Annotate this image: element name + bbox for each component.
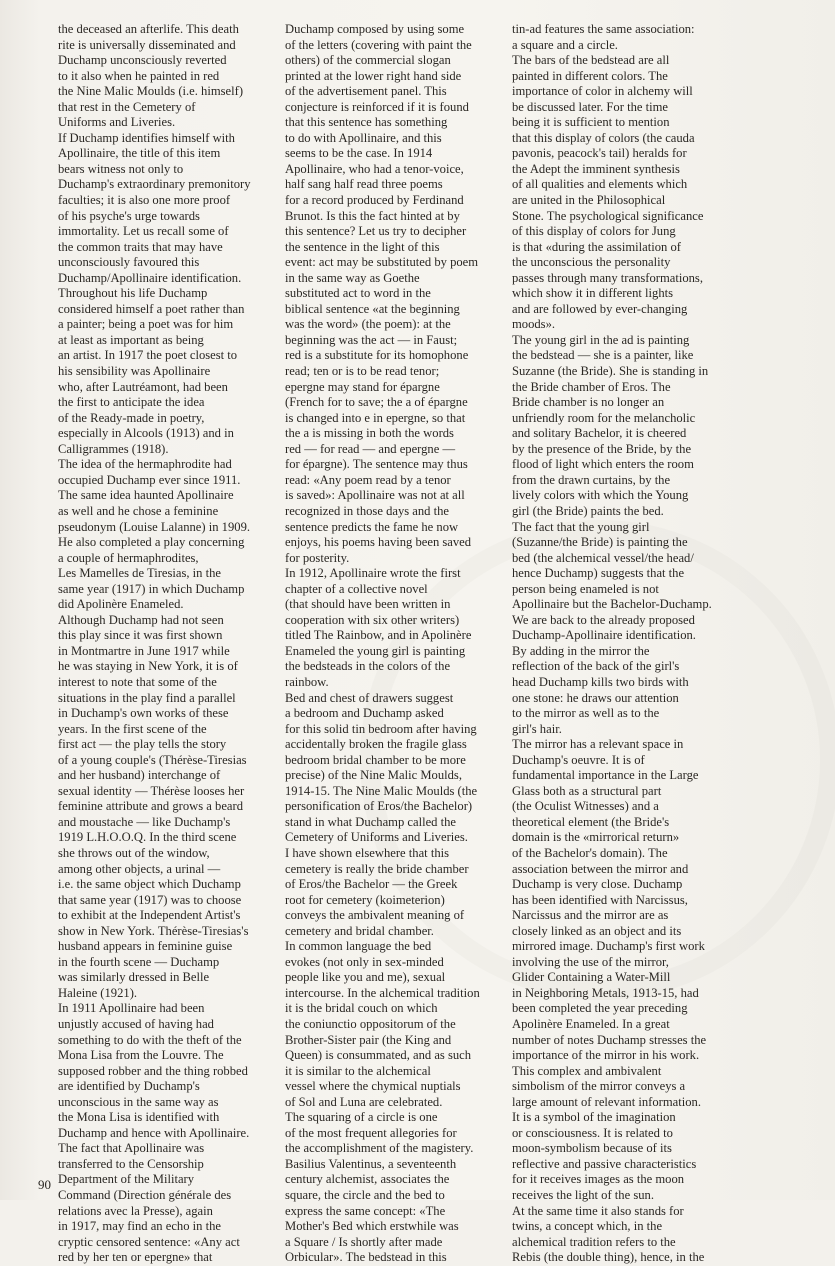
text-line: girl (the Bride) paints the bed. bbox=[512, 503, 664, 518]
text-line: rainbow. bbox=[285, 674, 329, 689]
text-line: that rest in the Cemetery of bbox=[58, 99, 196, 114]
text-line: are identified by Duchamp's bbox=[58, 1079, 200, 1094]
text-line: the common traits that may have bbox=[58, 239, 223, 254]
text-line: pseudonym (Louise Lalanne) in 1909. bbox=[58, 519, 251, 534]
text-line: precise) of the Nine Malic Moulds, bbox=[285, 768, 462, 783]
text-line: the Adept the imminent synthesis bbox=[512, 161, 680, 176]
text-line: a painter; being a poet was for him bbox=[58, 317, 234, 332]
text-line: girl's hair. bbox=[512, 721, 562, 736]
text-line: Although Duchamp had not seen bbox=[58, 612, 224, 627]
text-line: seems to be the case. In 1914 bbox=[285, 146, 433, 161]
text-line: intercourse. In the alchemical tradition bbox=[285, 985, 480, 1000]
text-line: is saved»: Apollinaire was not at all bbox=[285, 488, 465, 503]
text-line: from the drawn curtains, by the bbox=[512, 472, 671, 487]
text-line: Apolinère Enameled. In a great bbox=[512, 1017, 670, 1031]
text-line: an artist. In 1917 the poet closest to bbox=[58, 348, 238, 363]
text-line: is that «during the assimilation of bbox=[512, 239, 681, 254]
text-line: Uniforms and Liveries. bbox=[58, 115, 176, 130]
text-line: If Duchamp identifies himself with bbox=[58, 130, 235, 145]
text-line: Duchamp/Apollinaire identification. bbox=[58, 270, 242, 285]
text-line: Duchamp unconsciously reverted bbox=[58, 53, 227, 68]
text-line: of all qualities and elements which bbox=[512, 177, 688, 192]
text-line: was the word» (the poem): at the bbox=[285, 317, 451, 332]
text-line: cryptic censored sentence: «Any act bbox=[58, 1234, 240, 1249]
text-line: stand in what Duchamp called the bbox=[285, 814, 457, 829]
text-line: importance of color in alchemy will bbox=[512, 84, 693, 99]
text-line: unjustly accused of having had bbox=[58, 1017, 214, 1031]
text-line: 1914-15. The Nine Malic Moulds (the bbox=[285, 783, 478, 798]
text-line: occupied Duchamp ever since 1911. bbox=[58, 472, 241, 487]
text-line: to exhibit at the Independent Artist's bbox=[58, 908, 241, 923]
text-line: The squaring of a circle is one bbox=[285, 1110, 438, 1125]
text-line: personification of Eros/the Bachelor) bbox=[285, 799, 473, 814]
text-line: the coniunctio oppositorum of the bbox=[285, 1017, 456, 1031]
text-line: Calligrammes (1918). bbox=[58, 441, 169, 456]
text-line: Enameled the young girl is painting bbox=[285, 643, 466, 658]
text-line: unconsciously favoured this bbox=[58, 255, 200, 270]
text-line: to the mirror as well as to the bbox=[512, 706, 660, 721]
text-line: of the most frequent allegories for bbox=[285, 1125, 457, 1140]
text-line: rite is universally disseminated and bbox=[58, 37, 236, 52]
text-line: the bedstead — she is a painter, like bbox=[512, 348, 694, 363]
text-line: association between the mirror and bbox=[512, 861, 689, 876]
text-column-3 bbox=[512, 22, 740, 1266]
text-line: head Duchamp kills two birds with bbox=[512, 674, 689, 689]
text-line: cemetery and bridal chamber. bbox=[285, 923, 434, 938]
text-line: This complex and ambivalent bbox=[512, 1063, 662, 1078]
text-line: red — for read — and epergne — bbox=[285, 441, 456, 456]
text-line: epergne may stand for épargne bbox=[285, 379, 440, 394]
text-line: Rebis (the double thing), hence, in the bbox=[512, 1250, 705, 1265]
text-line: husband appears in feminine guise bbox=[58, 939, 233, 954]
text-line: especially in Alcools (1913) and in bbox=[58, 426, 234, 441]
text-line: Apollinaire, the title of this item bbox=[58, 146, 221, 161]
text-line: for this solid tin bedroom after having bbox=[285, 721, 477, 736]
text-line: i.e. the same object which Duchamp bbox=[58, 877, 241, 892]
text-line: unconscious in the same way as bbox=[58, 1094, 219, 1109]
text-line: who, after Lautréamont, had been bbox=[58, 379, 228, 394]
text-line: By adding in the mirror the bbox=[512, 643, 650, 658]
text-line: reflection of the back of the girl's bbox=[512, 659, 680, 674]
text-line: Duchamp's extraordinary premonitory bbox=[58, 177, 251, 192]
text-line: half sang half read three poems bbox=[285, 177, 443, 192]
text-line: Apollinaire but the Bachelor-Duchamp. bbox=[512, 597, 712, 612]
text-line: cemetery is really the bride chamber bbox=[285, 861, 469, 876]
text-line: lively colors with which the Young bbox=[512, 488, 689, 503]
text-line: importance of the mirror in his work. bbox=[512, 1048, 700, 1063]
text-line: 1919 L.H.O.O.Q. In the third scene bbox=[58, 830, 237, 845]
text-line: Stone. The psychological significance bbox=[512, 208, 704, 223]
text-line: that same year (1917) was to choose bbox=[58, 892, 242, 907]
text-line: Mona Lisa from the Louvre. The bbox=[58, 1048, 224, 1063]
text-line: and her husband) interchange of bbox=[58, 768, 221, 783]
text-line: event: act may be substituted by poem bbox=[285, 255, 479, 270]
text-line: or consciousness. It is related to bbox=[512, 1125, 673, 1140]
text-line: the Bride chamber of Eros. The bbox=[512, 379, 671, 394]
text-line: recognized in those days and the bbox=[285, 503, 450, 518]
text-line: Duchamp is very close. Duchamp bbox=[512, 877, 683, 892]
text-line: at least as important as being bbox=[58, 332, 204, 347]
text-line: that this display of colors (the cauda bbox=[512, 130, 695, 145]
text-line: closely linked as an object and its bbox=[512, 923, 682, 938]
text-line: Queen) is consummated, and as such bbox=[285, 1048, 472, 1063]
text-line: person being enameled is not bbox=[512, 581, 659, 596]
text-line: Brunot. Is this the fact hinted at by bbox=[285, 208, 460, 223]
text-line: fundamental importance in the Large bbox=[512, 768, 699, 783]
text-line: it is the bridal couch on which bbox=[285, 1001, 438, 1016]
text-line: Duchamp's oeuvre. It is of bbox=[512, 752, 645, 767]
text-line: titled The Rainbow, and in Apolinère bbox=[285, 628, 472, 643]
text-line: theoretical element (the Bride's bbox=[512, 814, 670, 829]
text-line: Bed and chest of drawers suggest bbox=[285, 690, 454, 705]
text-line: by the presence of the Bride, by the bbox=[512, 441, 692, 456]
text-line: people like you and me), sexual bbox=[285, 970, 446, 985]
text-line: a square and a circle. bbox=[512, 37, 618, 52]
text-line: Les Mamelles de Tiresias, in the bbox=[58, 566, 221, 581]
text-line: vessel where the chymical nuptials bbox=[285, 1079, 461, 1094]
text-line: domain is the «mirrorical return» bbox=[512, 830, 680, 845]
text-line: a Square / Is shortly after made bbox=[285, 1234, 443, 1249]
text-line: being it is sufficient to mention bbox=[512, 115, 670, 130]
text-line: In 1911 Apollinaire had been bbox=[58, 1001, 205, 1016]
text-line: the accomplishment of the magistery. bbox=[285, 1141, 474, 1156]
text-line: this sentence? Let us try to decipher bbox=[285, 224, 467, 239]
text-line: square, the circle and the bed to bbox=[285, 1188, 445, 1203]
text-line: (that should have been written in bbox=[285, 597, 451, 612]
text-line: in Neighboring Metals, 1913-15, had bbox=[512, 985, 699, 1000]
text-line: (Suzanne/the Bride) is painting the bbox=[512, 535, 688, 550]
text-line: printed at the lower right hand side bbox=[285, 68, 462, 83]
text-line: hence Duchamp) suggests that the bbox=[512, 566, 685, 581]
text-line: The bars of the bedstead are all bbox=[512, 53, 670, 68]
text-line: the sentence in the light of this bbox=[285, 239, 440, 254]
text-line: of a young couple's (Thérèse-Tiresias bbox=[58, 752, 247, 767]
text-line: in the fourth scene — Duchamp bbox=[58, 954, 220, 969]
text-line: bed (the alchemical vessel/the head/ bbox=[512, 550, 694, 565]
text-line: years. In the first scene of the bbox=[58, 721, 207, 736]
text-line: considered himself a poet rather than bbox=[58, 301, 245, 316]
text-line: the first to anticipate the idea bbox=[58, 395, 205, 410]
text-line: cooperation with six other writers) bbox=[285, 612, 460, 627]
text-line: Command (Direction générale des bbox=[58, 1188, 232, 1203]
text-line: situations in the play find a parallel bbox=[58, 690, 236, 705]
text-line: It is a symbol of the imagination bbox=[512, 1110, 676, 1125]
text-line: beginning was the act — in Faust; bbox=[285, 332, 458, 347]
text-line: sexual identity — Thérèse looses her bbox=[58, 783, 245, 798]
text-line: reflective and passive characteristics bbox=[512, 1156, 697, 1171]
text-line: did Apolinère Enameled. bbox=[58, 597, 184, 612]
text-line: for a record produced by Ferdinand bbox=[285, 193, 464, 208]
text-line: immortality. Let us recall some of bbox=[58, 224, 229, 239]
text-line: alchemical tradition refers to the bbox=[512, 1234, 676, 1249]
text-line: At the same time it also stands for bbox=[512, 1203, 684, 1218]
text-line: of the advertisement panel. This bbox=[285, 84, 447, 99]
text-line: for épargne). The sentence may thus bbox=[285, 457, 468, 472]
text-line: same year (1917) in which Duchamp bbox=[58, 581, 245, 596]
text-line: that this sentence has something bbox=[285, 115, 448, 130]
text-line: Glider Containing a Water-Mill bbox=[512, 970, 671, 985]
text-line: number of notes Duchamp stresses the bbox=[512, 1032, 707, 1047]
text-line: as well and he chose a feminine bbox=[58, 503, 219, 518]
text-line: the deceased an afterlife. This death bbox=[58, 22, 239, 36]
text-line: show in New York. Thérèse-Tiresias's bbox=[58, 923, 249, 938]
text-line: We are back to the already proposed bbox=[512, 612, 695, 627]
text-line: it is similar to the alchemical bbox=[285, 1063, 431, 1078]
text-line: mirrored image. Duchamp's first work bbox=[512, 939, 705, 954]
text-line: In 1912, Apollinaire wrote the first bbox=[285, 566, 461, 581]
page-number: 90 bbox=[38, 1177, 51, 1192]
text-line: Duchamp-Apollinaire identification. bbox=[512, 628, 696, 643]
text-line: The idea of the hermaphrodite had bbox=[58, 457, 232, 472]
text-line: Department of the Military bbox=[58, 1172, 195, 1187]
text-line: involving the use of the mirror, bbox=[512, 954, 669, 969]
text-line: accidentally broken the fragile glass bbox=[285, 737, 467, 752]
text-line: moods». bbox=[512, 317, 556, 332]
text-line: Basilius Valentinus, a seventeenth bbox=[285, 1156, 457, 1171]
text-line: been completed the year preceding bbox=[512, 1001, 688, 1016]
text-line: Mother's Bed which erstwhile was bbox=[285, 1219, 459, 1234]
text-line: Narcissus and the mirror are as bbox=[512, 908, 669, 923]
text-line: Cemetery of Uniforms and Liveries. bbox=[285, 830, 468, 845]
text-line: supposed robber and the thing robbed bbox=[58, 1063, 248, 1078]
text-line: the a is missing in both the words bbox=[285, 426, 454, 441]
text-line: transferred to the Censorship bbox=[58, 1156, 204, 1171]
text-line: to it also when he painted in red bbox=[58, 68, 220, 83]
text-line: which show it in different lights bbox=[512, 286, 674, 301]
text-line: Apollinaire, who had a tenor-voice, bbox=[285, 161, 464, 176]
text-line: Haleine (1921). bbox=[58, 985, 138, 1000]
text-line: biblical sentence «at the beginning bbox=[285, 301, 460, 316]
text-line: unfriendly room for the melancholic bbox=[512, 410, 696, 425]
text-column-2 bbox=[285, 22, 513, 1266]
text-line: relations avec la Presse), again bbox=[58, 1203, 213, 1218]
text-line: he was staying in New York, it is of bbox=[58, 659, 238, 674]
text-line: is changed into e in epergne, so that bbox=[285, 410, 466, 425]
text-line: bears witness not only to bbox=[58, 161, 184, 176]
text-line: red by her ten or epergne» that bbox=[58, 1250, 213, 1265]
text-line: she throws out of the window, bbox=[58, 845, 210, 860]
text-line: in the same way as Goethe bbox=[285, 270, 420, 285]
text-line: for it receives images as the moon bbox=[512, 1172, 685, 1187]
text-line: large amount of relevant information. bbox=[512, 1094, 701, 1109]
text-line: The same idea haunted Apollinaire bbox=[58, 488, 234, 503]
text-line: conjecture is reinforced if it is found bbox=[285, 99, 469, 114]
text-line: Suzanne (the Bride). She is standing in bbox=[512, 364, 709, 379]
text-line: in Duchamp's own works of these bbox=[58, 706, 229, 721]
text-line: In common language the bed bbox=[285, 939, 432, 954]
text-line: Glass both as a structural part bbox=[512, 783, 662, 798]
text-line: for posterity. bbox=[285, 550, 350, 565]
text-line: a bedroom and Duchamp asked bbox=[285, 706, 444, 721]
text-line: The fact that Apollinaire was bbox=[58, 1141, 205, 1156]
text-line: has been identified with Narcissus, bbox=[512, 892, 688, 907]
text-line: and are followed by ever-changing bbox=[512, 301, 688, 316]
text-line: the bedsteads in the colors of the bbox=[285, 659, 451, 674]
text-line: chapter of a collective novel bbox=[285, 581, 428, 596]
text-line: conveys the ambivalent meaning of bbox=[285, 908, 465, 923]
text-line: Orbicular». The bedstead in this bbox=[285, 1250, 447, 1265]
text-line: century alchemist, associates the bbox=[285, 1172, 450, 1187]
text-column-1 bbox=[58, 22, 286, 1266]
text-line: are united in the Philosophical bbox=[512, 193, 666, 208]
text-line: bedroom bridal chamber to be more bbox=[285, 752, 466, 767]
text-line: read; ten or is to be read tenor; bbox=[285, 364, 440, 379]
text-line: express the same concept: «The bbox=[285, 1203, 446, 1218]
text-line: something to do with the theft of the bbox=[58, 1032, 242, 1047]
text-line: (the Oculist Witnesses) and a bbox=[512, 799, 659, 814]
text-line: read: «Any poem read by a tenor bbox=[285, 472, 451, 487]
text-line: of Eros/the Bachelor — the Greek bbox=[285, 877, 458, 892]
text-line: simbolism of the mirror conveys a bbox=[512, 1079, 686, 1094]
text-line: receives the light of the sun. bbox=[512, 1188, 654, 1203]
text-line: tin-ad features the same association: bbox=[512, 22, 695, 36]
text-line: evokes (not only in sex-minded bbox=[285, 954, 444, 969]
text-line: Duchamp composed by using some bbox=[285, 22, 465, 36]
text-line: and solitary Bachelor, it is cheered bbox=[512, 426, 687, 441]
text-line: enjoys, his poems having been saved bbox=[285, 535, 472, 550]
text-line: of the Ready-made in poetry, bbox=[58, 410, 205, 425]
text-line: flood of light which enters the room bbox=[512, 457, 694, 472]
text-line: sentence predicts the fame he now bbox=[285, 519, 459, 534]
text-line: one stone: he draws our attention bbox=[512, 690, 679, 705]
text-line: painted in different colors. The bbox=[512, 68, 668, 83]
text-line: pavonis, peacock's tail) heralds for bbox=[512, 146, 687, 161]
text-line: Brother-Sister pair (the King and bbox=[285, 1032, 452, 1047]
text-line: moon-symbolism because of its bbox=[512, 1141, 672, 1156]
text-line: the Mona Lisa is identified with bbox=[58, 1110, 220, 1125]
text-line: of his psyche's urge towards bbox=[58, 208, 200, 223]
text-line: be discussed later. For the time bbox=[512, 99, 668, 114]
text-line: substituted act to word in the bbox=[285, 286, 431, 301]
text-line: faculties; it is also one more proof bbox=[58, 193, 231, 208]
text-line: to do with Apollinaire, and this bbox=[285, 130, 442, 145]
text-line: The mirror has a relevant space in bbox=[512, 737, 684, 752]
text-line: Bride chamber is no longer an bbox=[512, 395, 665, 410]
text-line: The fact that the young girl bbox=[512, 519, 650, 534]
text-line: passes through many transformations, bbox=[512, 270, 703, 285]
text-line: was similarly dressed in Belle bbox=[58, 970, 210, 985]
text-line: in Montmartre in June 1917 while bbox=[58, 643, 230, 658]
text-line: this play since it was first shown bbox=[58, 628, 223, 643]
text-line: of Sol and Luna are celebrated. bbox=[285, 1094, 443, 1109]
text-line: of the letters (covering with paint the bbox=[285, 37, 472, 52]
text-line: twins, a concept which, in the bbox=[512, 1219, 663, 1234]
text-line: He also completed a play concerning bbox=[58, 535, 245, 550]
text-line: in 1917, may find an echo in the bbox=[58, 1219, 221, 1234]
text-line: of the Bachelor's domain). The bbox=[512, 845, 668, 860]
text-line: root for cemetery (koimeterion) bbox=[285, 892, 445, 907]
text-line: interest to note that some of the bbox=[58, 674, 217, 689]
text-line: and moustache — like Duchamp's bbox=[58, 814, 231, 829]
text-line: the unconscious the personality bbox=[512, 255, 671, 270]
text-line: first act — the play tells the story bbox=[58, 737, 227, 752]
text-line: the Nine Malic Moulds (i.e. himself) bbox=[58, 84, 244, 99]
text-line: among other objects, a urinal — bbox=[58, 861, 221, 876]
text-line: feminine attribute and grows a beard bbox=[58, 799, 243, 814]
text-line: (French for to save; the a of épargne bbox=[285, 395, 468, 410]
text-line: a couple of hermaphrodites, bbox=[58, 550, 199, 565]
text-line: The young girl in the ad is painting bbox=[512, 332, 690, 347]
text-line: his sensibility was Apollinaire bbox=[58, 364, 211, 379]
text-line: red is a substitute for its homophone bbox=[285, 348, 469, 363]
text-line: Duchamp and hence with Apollinaire. bbox=[58, 1125, 250, 1140]
text-line: Throughout his life Duchamp bbox=[58, 286, 208, 301]
text-line: others) of the commercial slogan bbox=[285, 53, 451, 68]
text-line: of this display of colors for Jung bbox=[512, 224, 676, 239]
text-line: I have shown elsewhere that this bbox=[285, 845, 450, 860]
